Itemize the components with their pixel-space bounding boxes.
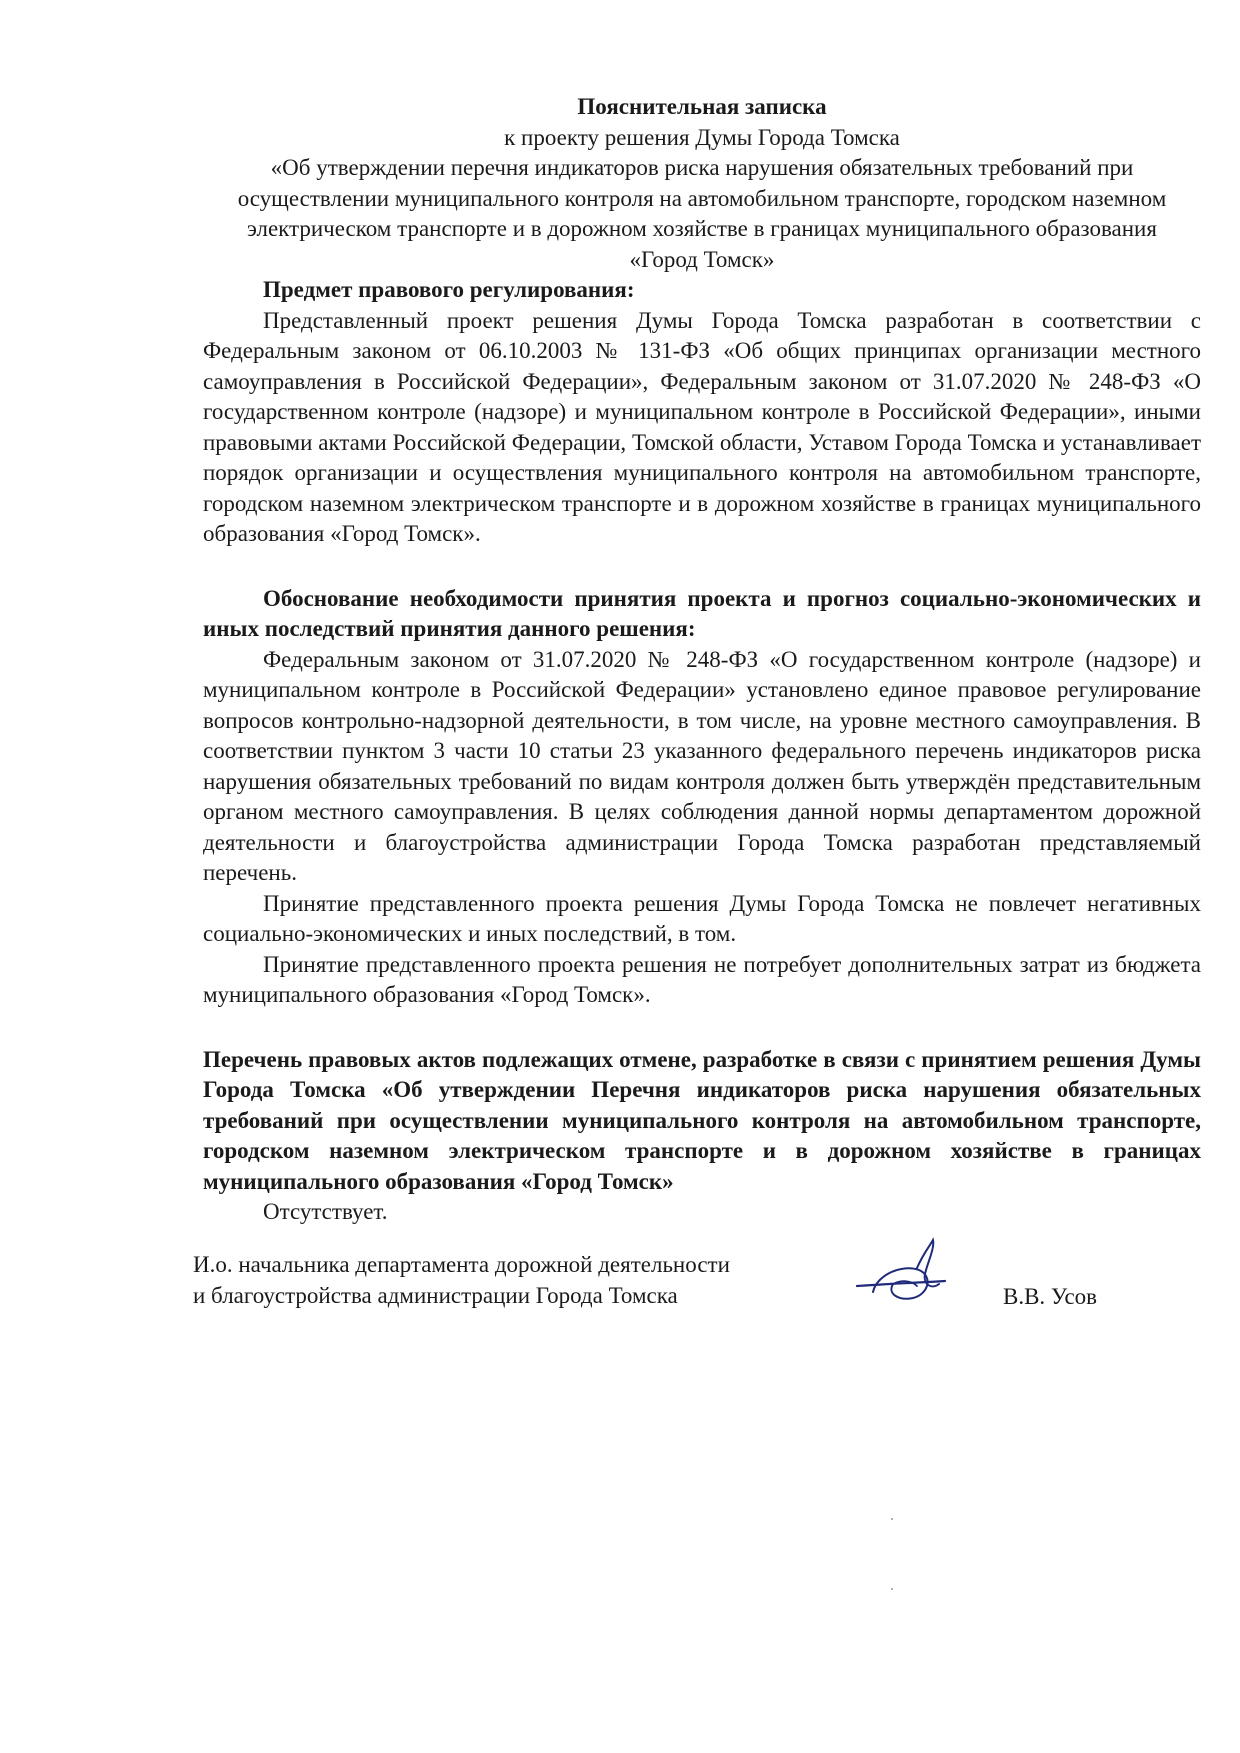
document-body xyxy=(203,92,1201,1228)
document-subtitle: к проекту решения Думы Города Томска xyxy=(504,124,900,150)
signer-position xyxy=(193,1250,833,1311)
signer-name: В.В. Усов xyxy=(1003,1284,1098,1309)
paragraph: Отсутствует. xyxy=(263,1199,388,1224)
scan-speck xyxy=(891,1518,893,1520)
document-title: Пояснительная записка xyxy=(577,94,827,119)
paragraph: Федеральным законом от 31.07.2020 № 248-ФЗ «О государственном контроле (надзоре) и муниципальном контроле в Российской Федерации» установлено единое правовое регулирование вопросов контрольно-надзорной деятельности, в том числе, на уровне местного самоуправления. В соответствии пунктом 3 части 10 статьи 23 указанного федерального перечень индикаторов риска нарушения обязательных требований по видам контроля должен быть утверждён представительным органом местного самоуправления. В целях соблюдения данной нормы департаментом дорожной деятельности и благоустройства администрации Города Томска разработан представляемый перечень. xyxy=(203,646,1201,885)
paragraph: Принятие представленного проекта решения Думы Города Томска не повлечет негативных социально-экономических и иных последствий, в том. xyxy=(203,890,1201,946)
scan-speck xyxy=(891,1588,893,1590)
section-heading-legal-acts-list: Перечень правовых актов подлежащих отмене, разработке в связи с принятием решения Думы Города Томска «Об утверждении Перечня индикаторов риска нарушения обязательных требований при осуществлении муниципального контроля на автомобильном транспорте, городском наземном электрическом транспорте и в дорожном хозяйстве в границах муниципального образования «Город Томск» xyxy=(203,1046,1201,1194)
handwritten-signature xyxy=(853,1234,973,1314)
section-heading-subject-of-regulation: Предмет правового регулирования: xyxy=(263,277,635,302)
paragraph: Представленный проект решения Думы Города Томска разработан в соответствии с Федеральным законом от 06.10.2003 № 131-ФЗ «Об общих принципах организации местного самоуправления в Российской Федерации», Федеральным законом от 31.07.2020 № 248-ФЗ «О государственном контроле (надзоре) и муниципальном контроле в Российской Федерации», иными правовыми актами Российской Федерации, Томской области, Уставом Города Томска и устанавливает порядок организации и осуществления муниципального контроля на автомобильном транспорте, городском наземном электрическом транспорте и в дорожном хозяйстве в границах муниципального образования «Город Томск». xyxy=(203,307,1201,546)
signer-position-line-1: И.о. начальника департамента дорожной деятельности xyxy=(193,1252,730,1277)
signer-position-line-2: и благоустройства администрации Города Томска xyxy=(193,1282,678,1308)
document-subject: «Об утверждении перечня индикаторов риска нарушения обязательных требований при осуществлении муниципального контроля на автомобильном транспорте, городском наземном электрическом транспорте и в дорожном хозяйстве в границах муниципального образования «Город Томск» xyxy=(237,155,1167,272)
section-heading-justification: Обоснование необходимости принятия проекта и прогноз социально-экономических и иных последствий принятия данного решения: xyxy=(203,585,1201,641)
signature-block xyxy=(193,1250,1203,1340)
paragraph: Принятие представленного проекта решения не потребует дополнительных затрат из бюджета муниципального образования «Город Томск». xyxy=(203,951,1201,1007)
